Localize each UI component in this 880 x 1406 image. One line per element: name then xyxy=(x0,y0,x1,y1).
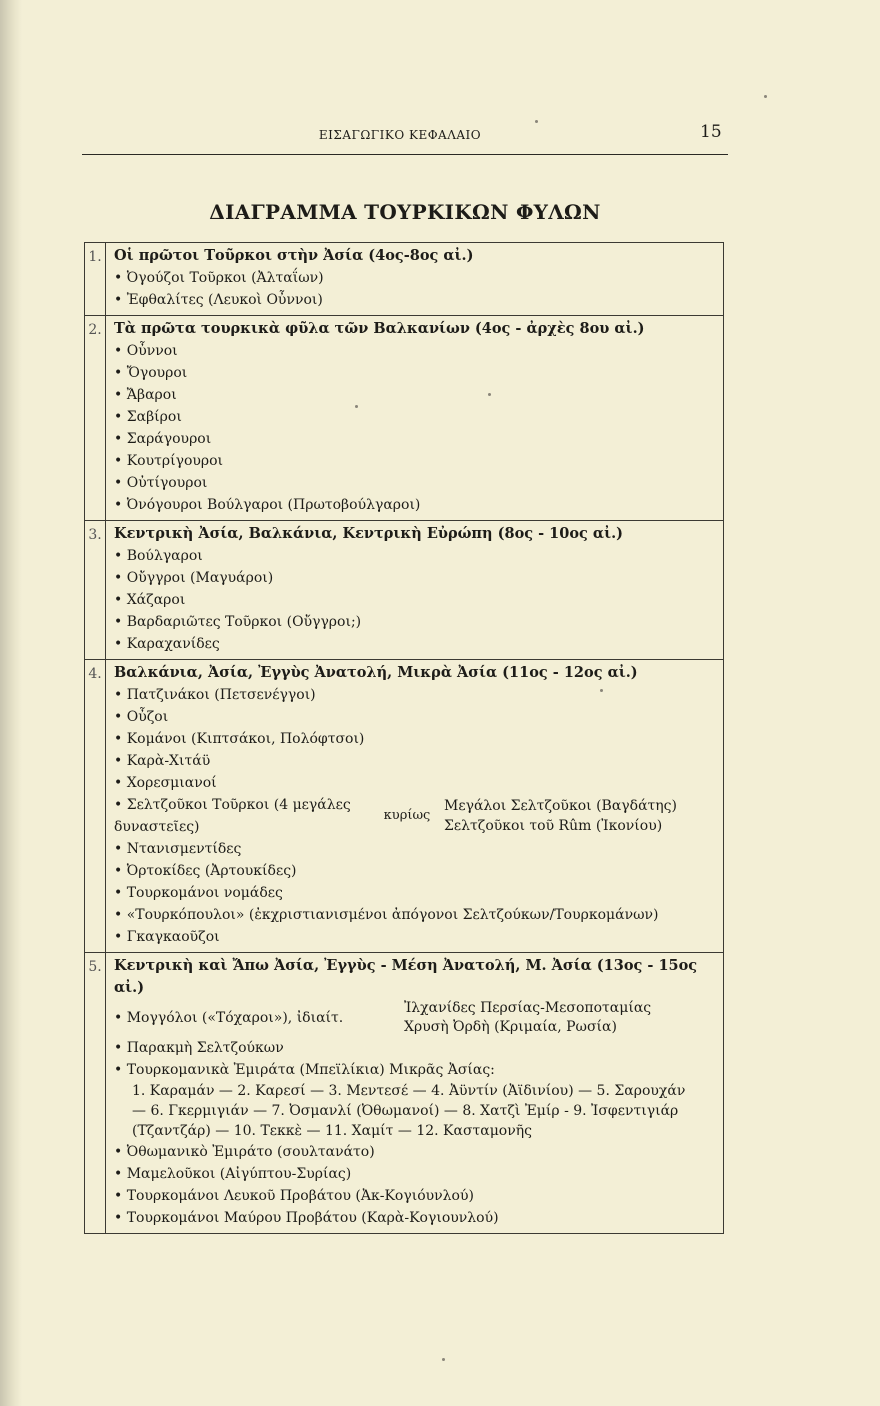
section-number: 3. xyxy=(85,521,106,660)
section-1 xyxy=(85,243,724,316)
running-head: ΕΙΣΑΓΩΓΙΚΟ ΚΕΦΑΛΑΙΟ xyxy=(318,128,482,142)
seljuk-branch: Μεγάλοι Σελτζοῦκοι (Βαγδάτης) xyxy=(444,798,677,814)
section-number: 2. xyxy=(85,316,106,521)
list-item: • Ὀγούζοι Τοῦρκοι (Ἀλταΐων) xyxy=(114,267,721,289)
paper-speck xyxy=(535,120,538,123)
section-3 xyxy=(85,521,724,660)
emirates-line: (Τζαντζάρ) — 10. Τεκκὲ — 11. Χαμίτ — 12. Κασταμονῆς xyxy=(132,1123,532,1139)
header-rule xyxy=(82,154,728,155)
paper-speck xyxy=(764,95,767,98)
emirates-line: 1. Καραμάν — 2. Καρεσί — 3. Μεντεσέ — 4. Ἀϋντίν (Ἀϊδινίου) — 5. Σαρουχάν xyxy=(132,1083,686,1099)
mongol-branch: Χρυσὴ Ὀρδὴ (Κριμαία, Ρωσία) xyxy=(404,1019,617,1035)
list-item: • Ἐφθαλίτες (Λευκοὶ Οὖννοι) xyxy=(114,289,721,311)
list-item: • Σαράγουροι xyxy=(114,428,721,450)
list-item: • Τουρκομάνοι Λευκοῦ Προβάτου (Ἀκ-Κογιόυνλού) xyxy=(114,1185,721,1207)
list-item: • Μαμελοῦκοι (Αἰγύπτου-Συρίας) xyxy=(114,1163,721,1185)
list-item: • Κομάνοι (Κιπτσάκοι, Πολόφτσοι) xyxy=(114,728,721,750)
list-item: • Τουρκομάνοι νομάδες xyxy=(114,882,721,904)
list-item: • Ὀρτοκίδες (Ἀρτουκίδες) xyxy=(114,860,721,882)
list-item: • Σαβίροι xyxy=(114,406,721,428)
paper-speck xyxy=(442,1358,445,1361)
section-title: Κεντρικὴ Ἀσία, Βαλκάνια, Κεντρικὴ Εὐρώπη (8ος - 10ος αἰ.) xyxy=(114,525,623,542)
list-item: • Μογγόλοι («Τόχαροι»), ἰδιαίτ. xyxy=(114,1007,404,1029)
list-item: • Κουτρίγουροι xyxy=(114,450,721,472)
section-5 xyxy=(85,953,724,1234)
emirates-line: — 6. Γκερμιγιάν — 7. Ὀσμανλί (Ὀθωμανοί) — 8. Χατζὶ Ἐμίρ - 9. Ἰσφεντιγιάρ xyxy=(132,1103,679,1119)
list-item: • Ὄγουροι xyxy=(114,362,721,384)
section-title: Οἱ πρῶτοι Τοῦρκοι στὴν Ἀσία (4ος-8ος αἰ.) xyxy=(114,247,474,264)
emirates-list xyxy=(114,1081,721,1141)
turkic-tribes-diagram xyxy=(84,242,724,1234)
list-item: • «Τουρκόπουλοι» (ἐκχριστιανισμένοι ἀπόγονοι Σελτζούκων/Τουρκομάνων) xyxy=(114,904,721,926)
seljuk-branch: Σελτζοῦκοι τοῦ Rûm (Ἰκονίου) xyxy=(444,818,663,834)
list-item: • Ὀνόγουροι Βούλγαροι (Πρωτοβούλγαροι) xyxy=(114,494,721,516)
diagram-title: ΔΙΑΓΡΑΜΜΑ ΤΟΥΡΚΙΚΩΝ ΦΥΛΩΝ xyxy=(209,200,601,224)
page-number: 15 xyxy=(700,122,722,142)
list-item: • Οὖννοι xyxy=(114,340,721,362)
list-item: • Καρὰ-Χιτάϋ xyxy=(114,750,721,772)
section-title: Βαλκάνια, Ἀσία, Ἐγγὺς Ἀνατολή, Μικρὰ Ἀσία (11ος - 12ος αἰ.) xyxy=(114,664,638,681)
section-title: Τὰ πρῶτα τουρκικὰ φῦλα τῶν Βαλκανίων (4ος - ἀρχὲς 8ου αἰ.) xyxy=(114,320,645,337)
list-item: • Βούλγαροι xyxy=(114,545,721,567)
list-item: • Βαρδαριῶτες Τοῦρκοι (Οὔγγροι;) xyxy=(114,611,721,633)
list-item: • Οὖζοι xyxy=(114,706,721,728)
list-item: • Οὔγγροι (Μαγυάροι) xyxy=(114,567,721,589)
mainly-label: κυρίως xyxy=(383,808,431,823)
section-number: 5. xyxy=(85,953,106,1234)
list-item: • Καραχανίδες xyxy=(114,633,721,655)
paper-speck xyxy=(488,393,491,396)
list-item: • Τουρκομανικὰ Ἐμιράτα (Μπεϊλίκια) Μικρᾶς Ἀσίας: xyxy=(114,1059,721,1081)
section-number: 4. xyxy=(85,660,106,953)
list-item: • Οὐτίγουροι xyxy=(114,472,721,494)
list-item: • Γκαγκαοῦζοι xyxy=(114,926,721,948)
mongol-branch: Ἰλχανίδες Περσίας-Μεσοποταμίας xyxy=(404,1000,652,1016)
list-item: • Σελτζοῦκοι Τοῦρκοι (4 μεγάλες δυναστεῖες) xyxy=(114,794,370,838)
section-2 xyxy=(85,316,724,521)
list-item: • Τουρκομάνοι Μαύρου Προβάτου (Καρὰ-Κογιουνλού) xyxy=(114,1207,721,1229)
section-title: Κεντρικὴ καὶ Ἄπω Ἀσία, Ἐγγὺς - Μέση Ἀνατολή, Μ. Ἀσία (13ος - 15ος αἰ.) xyxy=(114,957,698,996)
seljuk-group xyxy=(114,794,721,838)
list-item: • Πατζινάκοι (Πετσενέγγοι) xyxy=(114,684,721,706)
list-item: • Χορεσμιανοί xyxy=(114,772,721,794)
list-item: • Ἄβαροι xyxy=(114,384,721,406)
list-item: • Χάζαροι xyxy=(114,589,721,611)
section-number: 1. xyxy=(85,243,106,316)
mongol-group xyxy=(114,999,721,1037)
paper-speck xyxy=(355,405,358,408)
list-item: • Ὀθωμανικὸ Ἐμιράτο (σουλτανάτο) xyxy=(114,1141,721,1163)
list-item: • Παρακμὴ Σελτζούκων xyxy=(114,1037,721,1059)
section-4 xyxy=(85,660,724,953)
list-item: • Ντανισμεντίδες xyxy=(114,838,721,860)
paper-speck xyxy=(600,689,603,692)
